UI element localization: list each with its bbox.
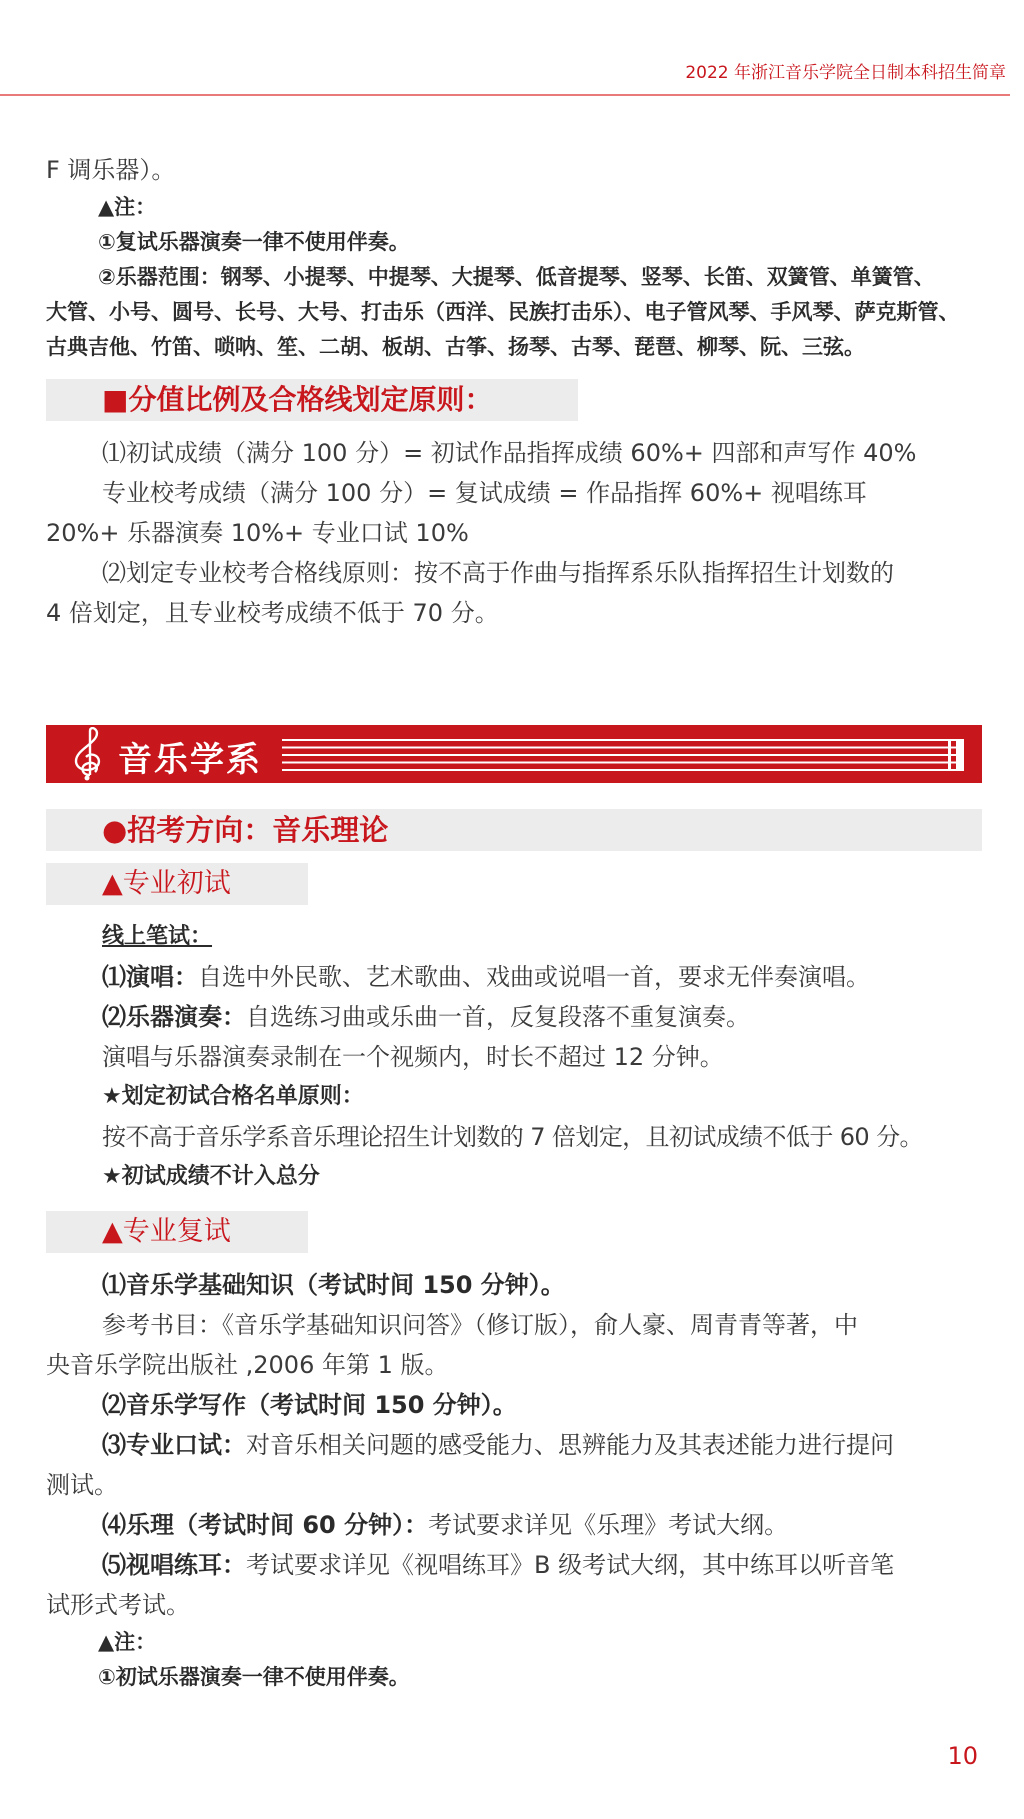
text-line: 演唱与乐器演奏录制在一个视频内，时长不超过 12 分钟。 — [102, 1043, 724, 1071]
text-line: 4 倍划定，且专业校考成绩不低于 70 分。 — [46, 599, 499, 627]
music-staff-decoration — [282, 738, 972, 772]
list-item: ⑴音乐学基础知识（考试时间 150 分钟）。 — [102, 1271, 565, 1299]
section-heading-prelim: ▲专业初试 — [46, 863, 308, 905]
page-number: 10 — [947, 1742, 978, 1770]
list-item: ⑵乐器演奏：自选练习曲或乐曲一首，反复段落不重复演奏。 — [102, 1003, 750, 1031]
rule-label: ★划定初试合格名单原则： — [102, 1084, 364, 1109]
list-item: ⑶专业口试：对音乐相关问题的感受能力、思辨能力及其表述能力进行提问 — [102, 1431, 894, 1459]
list-item: ⑵音乐学写作（考试时间 150 分钟）。 — [102, 1391, 517, 1419]
section-heading-scoring: ■分值比例及合格线划定原则： — [46, 379, 578, 421]
text-line: 参考书目：《音乐学基础知识问答》（修订版），俞人豪、周青青等著，中 — [102, 1311, 858, 1339]
department-banner — [46, 725, 982, 783]
note-item: ①复试乐器演奏一律不使用伴奏。 — [98, 230, 410, 254]
page-content — [46, 150, 982, 1695]
text-line: ⑴初试成绩（满分 100 分）= 初试作品指挥成绩 60%+ 四部和声写作 40% — [102, 439, 917, 467]
note-item: ①初试乐器演奏一律不使用伴奏。 — [98, 1665, 410, 1689]
text-line: 测试。 — [46, 1471, 118, 1499]
treble-clef-icon — [68, 727, 110, 781]
section-heading-retest: ▲专业复试 — [46, 1211, 308, 1253]
text-line: ⑵划定专业校考合格线原则：按不高于作曲与指挥系乐队指挥招生计划数的 — [102, 559, 894, 587]
text-line: 20%+ 乐器演奏 10%+ 专业口试 10% — [46, 519, 469, 547]
text-line: 央音乐学院出版社 ,2006 年第 1 版。 — [46, 1351, 449, 1379]
text-line: 试形式考试。 — [46, 1591, 190, 1619]
note-item: 大管、小号、圆号、长号、大号、打击乐（西洋、民族打击乐）、电子管风琴、手风琴、萨克斯管、 — [46, 300, 960, 324]
list-item: ⑸视唱练耳：考试要求详见《视唱练耳》B 级考试大纲，其中练耳以听音笔 — [102, 1551, 895, 1579]
text-line: 按不高于音乐学系音乐理论招生计划数的 7 倍划定，且初试成绩不低于 60 分。 — [102, 1123, 923, 1151]
online-exam-label: 线上笔试： — [102, 924, 213, 949]
department-name: 音乐学系 — [118, 740, 262, 780]
note-label: ▲注： — [98, 195, 157, 219]
list-item: ⑴演唱：自选中外民歌、艺术歌曲、戏曲或说唱一首，要求无伴奏演唱。 — [102, 963, 870, 991]
note-label: ▲注： — [98, 1630, 157, 1654]
section-heading-direction: ●招考方向：音乐理论 — [46, 809, 982, 851]
header-divider — [0, 94, 1010, 96]
text-line: F 调乐器）。 — [46, 156, 176, 184]
text-line: 专业校考成绩（满分 100 分）= 复试成绩 = 作品指挥 60%+ 视唱练耳 — [102, 479, 867, 507]
header-title: 2022 年浙江音乐学院全日制本科招生简章 — [685, 63, 1006, 83]
list-item: ⑷乐理（考试时间 60 分钟）：考试要求详见《乐理》考试大纲。 — [102, 1511, 789, 1539]
note-item: 古典吉他、竹笛、唢呐、笙、二胡、板胡、古筝、扬琴、古琴、琵琶、柳琴、阮、三弦。 — [46, 335, 865, 359]
note-item: ②乐器范围：钢琴、小提琴、中提琴、大提琴、低音提琴、竖琴、长笛、双簧管、单簧管、 — [98, 265, 935, 289]
rule-note: ★初试成绩不计入总分 — [102, 1164, 320, 1189]
